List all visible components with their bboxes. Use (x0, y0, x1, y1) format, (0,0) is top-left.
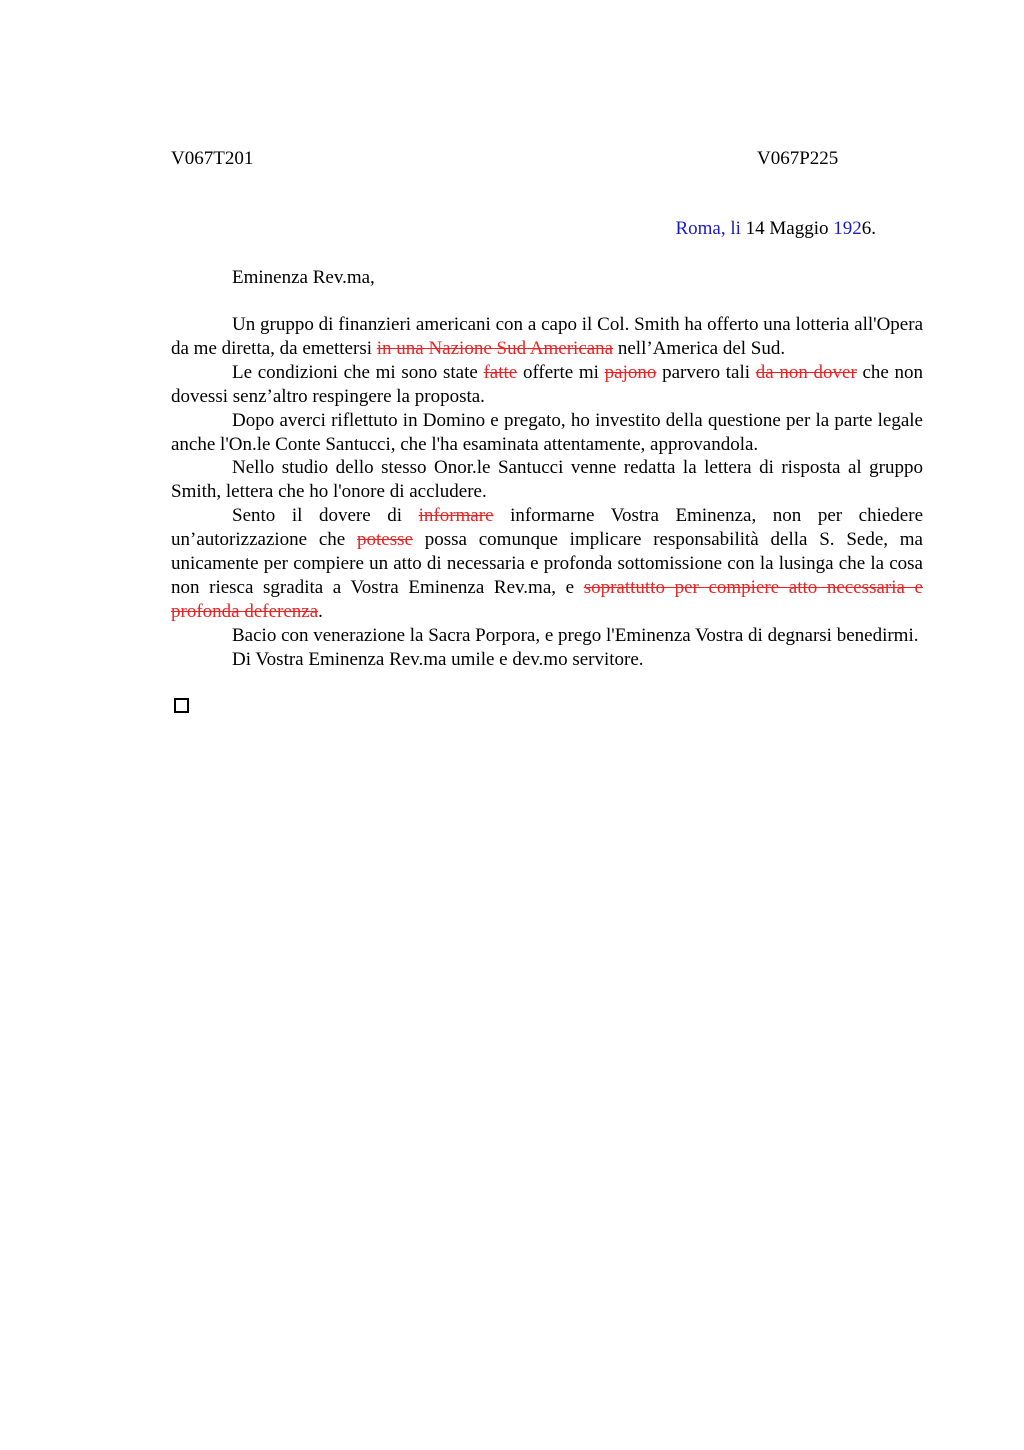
empty-square-icon (174, 698, 189, 713)
text-segment: Di Vostra Eminenza Rev.ma umile e dev.mo servitore. (232, 648, 644, 670)
paragraph-3 (171, 409, 923, 457)
dateline-day-month: 14 Maggio (745, 218, 829, 239)
text-segment: Dopo averci riflettuto in Domino e pregato, ho investito della questione per la parte legale anche l'On.le Conte Santucci, che l'ha esaminata attentamente, approvandola. (171, 409, 923, 455)
text-segment: nell’America del Sud. (617, 337, 786, 359)
dateline-year-prefix: 192 (833, 218, 862, 239)
text-segment: che non dovessi senz’altro respingere la proposta. (171, 361, 924, 407)
dateline-year-suffix: 6. (861, 218, 876, 239)
letter-body (171, 313, 923, 672)
text-segment: Bacio con venerazione la Sacra Porpora, e prego l'Eminenza Vostra di degnarsi benedirmi. (232, 624, 919, 646)
text-segment: offerte mi (522, 361, 599, 383)
text-segment: . (318, 600, 323, 622)
deleted-text: da non dover (755, 361, 857, 383)
document-code-right: V067P225 (757, 148, 839, 169)
deleted-text: in una Nazione Sud Americana (376, 337, 614, 359)
dateline-place: Roma, li (675, 218, 741, 239)
deleted-text: soprattutto per compiere atto necessaria e profonda deferenza (171, 576, 923, 622)
deleted-text: pajono (604, 361, 657, 383)
text-segment: Nello studio dello stesso Onor.le Santucci venne redatta la lettera di risposta al gruppo Smith, lettera che ho l'onore di accludere. (171, 457, 923, 503)
text-segment: parvero tali (662, 361, 751, 383)
document-code-left: V067T201 (171, 148, 254, 169)
dateline (675, 218, 876, 240)
paragraph-6 (171, 624, 923, 648)
text-segment: possa comunque implicare responsabilità della S. Sede, ma unicamente per compiere un atto di necessaria e profonda sottomissione con la lusinga che la cosa non riesca sgradita a Vostra Eminenza Rev.ma, e (171, 529, 923, 598)
salutation: Eminenza Rev.ma, (232, 267, 375, 288)
paragraph-2 (171, 361, 923, 409)
paragraph-4 (171, 456, 923, 504)
text-segment: Un gruppo di finanzieri americani con a capo il Col. Smith ha offerto una lotteria all'Opera da me diretta, da emettersi (171, 314, 923, 359)
deleted-text: potesse (357, 529, 413, 551)
deleted-text: fatte (483, 361, 518, 383)
paragraph-7 (171, 648, 923, 672)
text-segment: informarne Vostra Eminenza, non per chiedere un’autorizzazione che (171, 505, 924, 551)
text-segment: Le condizioni che mi sono state (232, 361, 478, 383)
deleted-text: informare (418, 505, 494, 527)
paragraph-1 (171, 313, 923, 361)
paragraph-5 (171, 504, 923, 624)
text-segment: Sento il dovere di (232, 505, 403, 527)
